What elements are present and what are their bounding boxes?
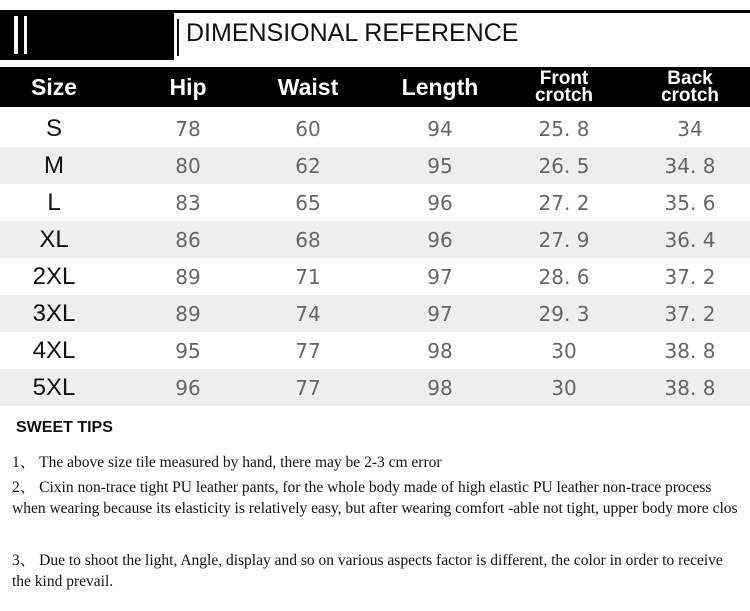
cell-length: 96 (427, 227, 453, 252)
header-back-crotch (630, 67, 750, 107)
table-row (0, 221, 750, 258)
cell-back: 34. 8 (664, 153, 716, 178)
cell-front: 30 (551, 338, 577, 363)
cell-hip: 78 (175, 116, 201, 141)
cell-back: 36. 4 (664, 227, 716, 252)
cell-front: 25. 8 (538, 116, 590, 141)
cell-length: 97 (427, 264, 453, 289)
cell-front: 29. 3 (538, 301, 590, 326)
header-hip: Hip (169, 73, 207, 100)
cell-size: XL (39, 225, 69, 253)
cell-waist: 68 (295, 227, 321, 252)
table-row (0, 369, 750, 406)
cell-size: M (44, 151, 64, 179)
header-back-crotch-line1: Back (667, 68, 713, 89)
cell-front: 28. 6 (538, 264, 590, 289)
cell-size: S (45, 114, 62, 142)
cell-length: 95 (427, 153, 453, 178)
title-bar (0, 10, 750, 60)
header-front-crotch (504, 67, 624, 107)
cell-back: 38. 8 (664, 338, 716, 363)
table-header (0, 67, 750, 107)
cell-length: 96 (427, 190, 453, 215)
cell-back: 35. 6 (664, 190, 716, 215)
tip-item: 2、 Cixin non-trace tight PU leather pants, for the whole body made of high elastic PU leather non-trace process when wearing because its elasticity is relatively easy, but after wearing comfort -able not tight, upper body more clos (12, 479, 738, 517)
title-panel (174, 13, 750, 60)
table-row (0, 332, 750, 369)
cell-hip: 83 (175, 190, 201, 215)
header-length: Length (401, 73, 479, 100)
cell-front: 30 (551, 375, 577, 400)
table-row (0, 184, 750, 221)
table-row (0, 110, 750, 147)
table-row (0, 258, 750, 295)
cell-hip: 96 (175, 375, 201, 400)
cell-length: 97 (427, 301, 453, 326)
cell-waist: 65 (295, 190, 321, 215)
cell-hip: 89 (175, 301, 201, 326)
cell-back: 37. 2 (664, 264, 716, 289)
header-size: Size (30, 73, 78, 100)
header-front-crotch-line1: Front (539, 68, 589, 89)
cell-size: L (47, 188, 61, 216)
decor-bar (14, 16, 18, 54)
cell-size: 3XL (32, 299, 76, 327)
cell-hip: 86 (175, 227, 201, 252)
cell-size: 4XL (32, 336, 76, 364)
page-title: DIMENSIONAL REFERENCE (186, 19, 519, 47)
cell-length: 98 (427, 338, 453, 363)
cell-hip: 80 (175, 153, 201, 178)
cell-front: 27. 2 (538, 190, 590, 215)
cell-waist: 77 (295, 338, 321, 363)
cell-size: 2XL (32, 262, 76, 290)
title-divider (177, 19, 179, 56)
cell-front: 26. 5 (538, 153, 590, 178)
header-front-crotch-line2: crotch (534, 85, 594, 106)
header-waist: Waist (277, 73, 339, 100)
cell-length: 98 (427, 375, 453, 400)
cell-waist: 74 (295, 301, 321, 326)
cell-waist: 62 (295, 153, 321, 178)
cell-front: 27. 9 (538, 227, 590, 252)
cell-back: 37. 2 (664, 301, 716, 326)
header-back-crotch-line2: crotch (660, 85, 720, 106)
cell-hip: 89 (175, 264, 201, 289)
cell-size: 5XL (32, 373, 76, 401)
cell-back: 38. 8 (664, 375, 716, 400)
cell-back: 34 (677, 116, 703, 141)
tip-item: 3、 Due to shoot the light, Angle, display and so on various aspects factor is different, the color in order to receive the kind prevail. (12, 552, 723, 590)
tip-item: 1、 The above size tile measured by hand, there may be 2-3 cm error (12, 454, 442, 471)
tips-title: SWEET TIPS (16, 419, 113, 436)
decor-bar (24, 16, 27, 54)
table-row (0, 295, 750, 332)
cell-length: 94 (427, 116, 453, 141)
cell-waist: 71 (295, 264, 321, 289)
table-row (0, 147, 750, 184)
cell-hip: 95 (175, 338, 201, 363)
cell-waist: 60 (295, 116, 321, 141)
cell-waist: 77 (295, 375, 321, 400)
